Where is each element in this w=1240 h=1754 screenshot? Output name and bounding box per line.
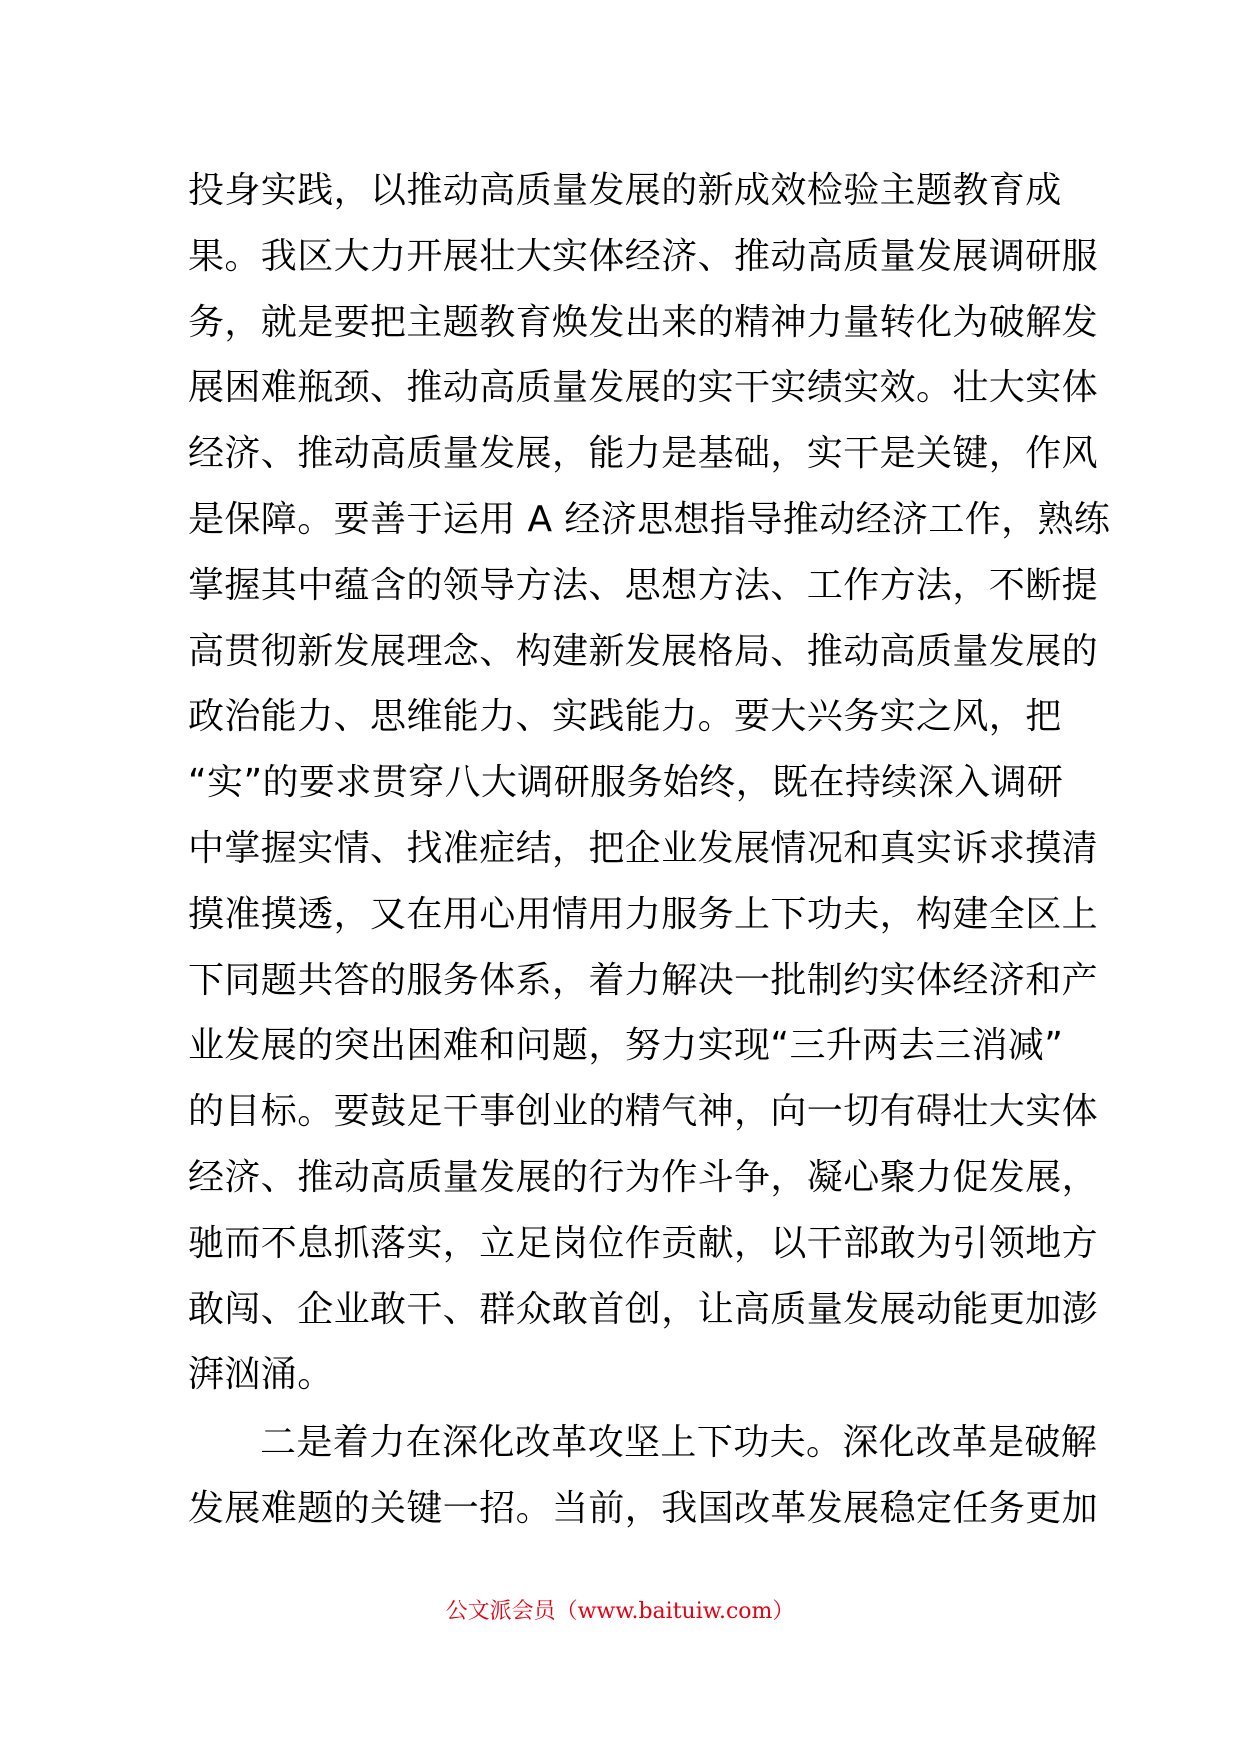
text-line: 掌握其中蕴含的领导方法、思想方法、工作方法，不断提 bbox=[188, 564, 1099, 606]
text-line: 摸准摸透，又在用心用情用力服务上下功夫，构建全区上 bbox=[188, 893, 1099, 935]
text-line: 下同题共答的服务体系，着力解决一批制约实体经济和产 bbox=[188, 959, 1099, 1001]
text-line: 湃汹涌。 bbox=[188, 1354, 334, 1396]
text-line: 政治能力、思维能力、实践能力。要大兴务实之风，把 bbox=[188, 696, 1062, 738]
text-line: 是保障。要善于运用 A 经济思想指导推动经济工作，熟练 bbox=[188, 498, 1111, 540]
text-line: “实”的要求贯穿八大调研服务始终，既在持续深入调研 bbox=[188, 762, 1064, 804]
text-line: 敢闯、企业敢干、群众敢首创，让高质量发展动能更加澎 bbox=[188, 1288, 1099, 1330]
text-line: 经济、推动高质量发展，能力是基础，实干是关键，作风 bbox=[188, 433, 1099, 475]
text-line: 中掌握实情、找准症结，把企业发展情况和真实诉求摸清 bbox=[188, 827, 1099, 869]
text-line: 的目标。要鼓足干事创业的精气神，向一切有碍壮大实体 bbox=[188, 1091, 1099, 1133]
paragraph-2 bbox=[188, 1410, 1099, 1542]
document-body bbox=[188, 158, 1111, 1542]
text-line: 展困难瓶颈、推动高质量发展的实干实绩实效。壮大实体 bbox=[188, 367, 1099, 409]
text-line: 果。我区大力开展壮大实体经济、推动高质量发展调研服 bbox=[188, 235, 1099, 277]
text-line: 二是着力在深化改革攻坚上下功夫。深化改革是破解 bbox=[260, 1422, 1098, 1464]
text-line: 高贯彻新发展理念、构建新发展格局、推动高质量发展的 bbox=[188, 630, 1099, 672]
text-line: 业发展的突出困难和问题，努力实现“三升两去三消减” bbox=[188, 1025, 1064, 1067]
text-line: 驰而不息抓落实，立足岗位作贡献，以干部敢为引领地方 bbox=[188, 1222, 1099, 1264]
footer-watermark: 公文派会员（www.baituiw.com） bbox=[445, 1599, 795, 1624]
paragraph-1 bbox=[188, 158, 1111, 1408]
text-line: 经济、推动高质量发展的行为作斗争，凝心聚力促发展， bbox=[188, 1156, 1099, 1198]
text-line: 发展难题的关键一招。当前，我国改革发展稳定任务更加 bbox=[188, 1487, 1099, 1529]
text-line: 投身实践，以推动高质量发展的新成效检验主题教育成 bbox=[188, 170, 1062, 211]
text-line: 务，就是要把主题教育焕发出来的精神力量转化为破解发 bbox=[188, 301, 1099, 343]
